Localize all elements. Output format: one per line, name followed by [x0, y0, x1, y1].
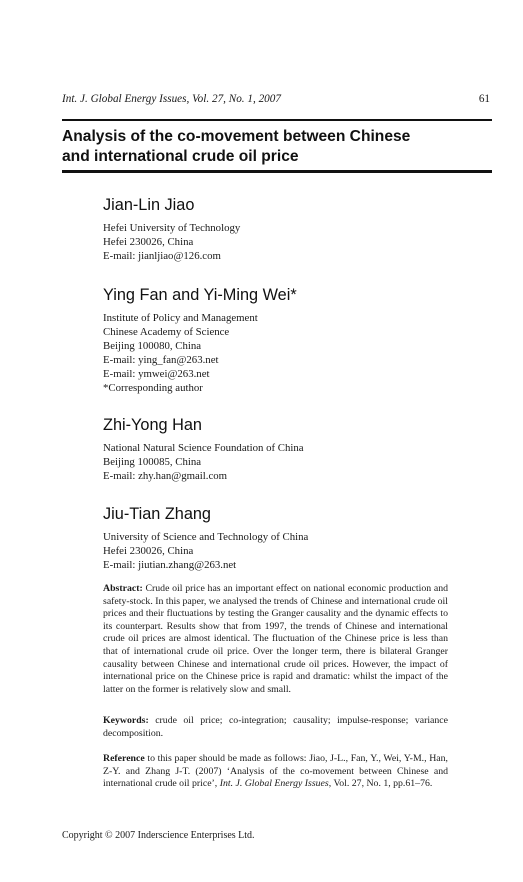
reference-journal: Int. J. Global Energy Issues [219, 778, 329, 790]
copyright-notice: Copyright © 2007 Inderscience Enterprises Ltd. [62, 830, 255, 841]
reference-volume: , Vol. 27, No. 1, pp.61–76. [328, 778, 433, 790]
address-line: Beijing 100080, China [103, 340, 202, 353]
email-line: E-mail: zhy.han@gmail.com [103, 470, 228, 483]
address-line: Hefei 230026, China [103, 545, 194, 558]
email-line: E-mail: ying_fan@263.net [103, 354, 219, 367]
reference-text: to this paper should be made as follows: Jiao, J-L., Fan, Y., Wei, Y-M., Han, Z-Y. and Zhang J-T. (2007) ‘Analysis of the co-movement between Chinese and international crude oil price’, [103, 753, 449, 790]
affiliation-line: Chinese Academy of Science [103, 326, 230, 339]
author-block [103, 416, 493, 483]
running-header [62, 92, 490, 106]
page-number: 61 [478, 93, 490, 105]
author-name: Jian-Lin Jiao [103, 196, 195, 214]
email-line: E-mail: ymwei@263.net [103, 368, 210, 381]
abstract-label: Abstract: [103, 583, 143, 594]
title-rule-top [62, 119, 492, 121]
keywords-text: crude oil price; co-integration; causality; impulse-response; variance decomposition. [103, 715, 448, 739]
abstract [103, 583, 448, 696]
address-line: Beijing 100085, China [103, 456, 202, 469]
affiliation-line: University of Science and Technology of China [103, 531, 309, 543]
author-block [103, 286, 493, 396]
abstract-text: Crude oil price has an important effect on national economic production and safety-stock. In this paper, we analysed the trends of Chinese and international crude oil prices and their fluctuations by testing the Granger causality and the dynamic effects to its counterpart. Results show that from 1997, the trends of Chinese and international crude oil prices are almost identical. The fluctuation of the Chinese price is less than that of international crude oil price. Over the longer term, there is bilateral Granger causality between Chinese and international crude oil prices. However, the impact of international price on the Chinese price is rapid and dramatic: whilst the impact of the latter on the former is relatively slow and small. [103, 583, 448, 695]
author-name: Ying Fan and Yi-Ming Wei* [103, 286, 297, 304]
title-line-1: Analysis of the co-movement between Chinese [62, 128, 411, 145]
email-line: E-mail: jiutian.zhang@263.net [103, 559, 237, 572]
author-block [103, 505, 493, 572]
affiliation-line: Institute of Policy and Management [103, 312, 258, 324]
keywords-label: Keywords: [103, 715, 149, 726]
keywords [103, 715, 448, 740]
citation-reference [103, 753, 448, 791]
author-name: Jiu-Tian Zhang [103, 505, 211, 523]
reference-label: Reference [103, 753, 145, 764]
email-line: E-mail: jianljiao@126.com [103, 250, 221, 263]
author-name: Zhi-Yong Han [103, 416, 202, 434]
title-line-2: and international crude oil price [62, 148, 299, 165]
address-line: Hefei 230026, China [103, 236, 194, 249]
journal-citation: Int. J. Global Energy Issues, Vol. 27, No. 1, 2007 [62, 93, 281, 105]
corresponding-author-note: *Corresponding author [103, 382, 203, 395]
affiliation-line: National Natural Science Foundation of China [103, 442, 304, 454]
affiliation-line: Hefei University of Technology [103, 222, 241, 234]
author-block [103, 196, 493, 263]
title-rule-bottom [62, 170, 492, 173]
paper-title [62, 127, 492, 167]
